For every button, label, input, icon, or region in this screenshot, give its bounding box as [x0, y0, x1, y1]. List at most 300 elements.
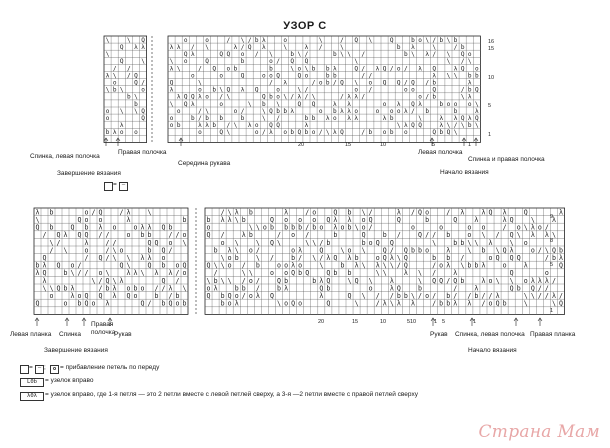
bottom-chart-right-stitch: o: [368, 238, 373, 247]
label-start: Начало вязания: [440, 169, 489, 176]
bottom-chart-right-stitch: /: [220, 208, 225, 217]
bottom-chart-right-stitch: Q: [382, 246, 387, 255]
top-chart-main-stitch: b: [205, 115, 209, 122]
bottom-chart-right-stitch: λ: [474, 284, 479, 293]
bottom-chart-right-stitch: \: [530, 292, 535, 300]
bottom-chart-left-stitch: λ: [168, 269, 173, 278]
bottom-chart-right-stitch: /: [446, 208, 451, 217]
top-chart-main-stitch: λ: [347, 107, 351, 115]
top-chart-main-stitch: λ: [418, 100, 422, 108]
top-chart-main-stitch: λ: [198, 93, 202, 101]
top-chart-left-stitch: Q: [141, 115, 145, 122]
bottom-chart-left-stitch: o: [161, 254, 166, 262]
top-chart-main-stitch: o: [183, 58, 188, 66]
bottom-chart-right-stitch: Q: [396, 284, 401, 293]
bottom-chart-left-stitch: b: [35, 261, 40, 270]
top-chart-main-stitch: /: [389, 65, 394, 73]
bottom-chart-right-stitch: /: [537, 292, 542, 300]
bottom-chart-left-stitch: o: [98, 269, 103, 278]
bottom-chart-right-stitch: \: [248, 223, 253, 232]
bottom-chart-right-stitch: b: [213, 246, 218, 255]
top-chart-main-stitch: λ: [325, 115, 330, 122]
bottom-chart-right-stitch: o: [284, 299, 289, 308]
bottom-col-number: 15: [352, 319, 359, 325]
bottom-chart-left-stitch: o: [112, 223, 117, 232]
bottom-col-number-right: 10: [410, 319, 417, 325]
bottom-chart-right-stitch: λ: [544, 276, 549, 285]
top-chart-main-stitch: /: [361, 93, 366, 101]
bottom-chart-left-stitch: λ: [147, 223, 152, 232]
bottom-chart-right-stitch: \: [530, 216, 535, 224]
top-chart-main-stitch: o: [240, 51, 245, 59]
top-chart-main-stitch: b: [439, 129, 444, 137]
top-chart-main-stitch: λ: [418, 65, 422, 73]
label-left-placket: Левая планка: [10, 331, 52, 338]
top-chart-main-stitch: o: [396, 107, 401, 115]
top-chart-main-stitch: λ: [404, 107, 408, 115]
top-chart-main-stitch: b: [269, 65, 273, 73]
top-chart-main-stitch: /: [361, 129, 366, 137]
top-chart-main-stitch: \: [297, 51, 302, 59]
bottom-chart-left-stitch: /: [105, 246, 110, 255]
bottom-chart-right-stitch: /: [559, 292, 564, 300]
top-chart-left-stitch: o: [141, 86, 145, 94]
top-chart-main-stitch: Q: [354, 65, 358, 73]
bottom-chart-right-stitch: b: [460, 276, 465, 285]
top-chart-main-stitch: b: [269, 93, 273, 101]
bottom-chart-right-stitch: λ: [481, 276, 486, 285]
top-chart-main-stitch: /: [219, 93, 224, 101]
bottom-chart-right-stitch: Q: [488, 208, 493, 217]
top-chart-main-stitch: Q: [418, 122, 422, 130]
top-chart-main-stitch: λ: [382, 115, 387, 122]
bottom-chart-right-stitch: o: [206, 284, 211, 293]
top-chart-main-stitch: o: [382, 129, 387, 137]
top-chart-main-stitch: λ: [262, 36, 266, 44]
bottom-chart-left-stitch: /: [168, 246, 173, 255]
top-chart-main-stitch: b: [219, 115, 224, 122]
bottom-chart-right-stitch: Q: [227, 292, 232, 300]
top-chart-main-stitch: o: [297, 65, 302, 73]
top-chart-main-stitch: o: [318, 79, 323, 87]
bottom-chart-right-stitch: o: [284, 269, 289, 278]
bottom-col-number-right: 5: [442, 319, 446, 325]
bottom-chart-left-stitch: λ: [133, 269, 138, 278]
bottom-chart-right-stitch: Q: [403, 261, 408, 270]
top-chart-left-stitch: λ: [105, 72, 110, 80]
legend-equal: =: [29, 364, 33, 371]
bottom-chart-right-stitch: o: [516, 223, 521, 232]
bottom-chart-right-stitch: λ: [389, 276, 394, 285]
bottom-chart-right-stitch: b: [410, 246, 415, 255]
top-chart-main-stitch: Q: [411, 100, 415, 108]
bottom-chart-right-stitch: b: [474, 292, 479, 300]
top-col-number: 15: [345, 142, 352, 148]
bottom-row-number: 8: [550, 238, 554, 244]
top-chart-main-stitch: o: [269, 72, 273, 80]
top-chart-main-stitch: Q: [254, 86, 259, 94]
bottom-chart-right-stitch: \: [277, 238, 282, 247]
bottom-chart-right-stitch: o: [262, 223, 267, 232]
bottom-chart-right-stitch: λ: [326, 254, 331, 262]
top-chart-main-stitch: Q: [262, 93, 266, 101]
bottom-chart-right-stitch: Q: [502, 246, 507, 255]
bottom-chart-left-stitch: Q: [77, 216, 82, 224]
bottom-chart-right-stitch: λ: [523, 261, 528, 270]
top-chart-main-stitch: \: [446, 122, 451, 130]
top-chart-left-stitch: o: [112, 79, 117, 87]
top-chart-left-stitch: b: [105, 129, 110, 137]
top-chart-main-stitch: λ: [304, 122, 309, 130]
bottom-chart-right-stitch: o: [361, 216, 366, 224]
bottom-chart-right-stitch: λ: [530, 223, 535, 232]
bottom-chart-left-stitch: \: [182, 284, 187, 293]
bottom-chart-left-stitch: /: [56, 238, 61, 247]
bottom-col-number: 10: [380, 319, 387, 325]
bottom-chart-right-stitch: /: [220, 231, 225, 240]
top-chart-main-stitch: b: [290, 129, 295, 137]
top-chart-main-stitch: \: [226, 129, 231, 137]
bottom-chart-left-stitch: λ: [84, 238, 89, 247]
bottom-chart-right-stitch: \: [361, 261, 366, 270]
top-chart-main-stitch: Q: [219, 129, 224, 137]
bottom-chart-right-stitch: o: [488, 276, 493, 285]
bottom-chart-left-stitch: o: [84, 216, 89, 224]
top-chart-main-stitch: /: [460, 86, 465, 94]
pattern-title: УЗОР С: [283, 20, 327, 32]
bottom-chart-right-stitch: Q: [206, 261, 211, 270]
bottom-chart-left-stitch: \: [91, 276, 96, 285]
bottom-chart-right-stitch: b: [213, 276, 218, 285]
bottom-chart-right-stitch: b: [255, 261, 260, 270]
bottom-chart-right-stitch: λ: [446, 261, 451, 270]
bottom-chart-right-stitch: b: [418, 284, 423, 293]
bottom-chart-left-stitch: b: [147, 246, 152, 255]
bottom-chart-right-stitch: o: [220, 238, 225, 247]
top-chart-main-stitch: o: [354, 107, 358, 115]
legend-box-minus: –: [35, 365, 44, 374]
top-chart-main-stitch: Q: [226, 86, 231, 94]
bottom-chart-right-stitch: Q: [403, 246, 408, 255]
top-chart-main-stitch: Q: [297, 72, 302, 80]
bottom-chart-right-stitch: o: [467, 231, 472, 240]
top-chart-main-stitch: λ: [432, 72, 437, 80]
symbol-box-blank: [104, 182, 113, 191]
top-chart-main-stitch: o: [219, 72, 224, 80]
top-chart-main-stitch: λ: [347, 115, 351, 122]
top-chart-main-stitch: o: [467, 100, 472, 108]
top-chart-main-stitch: /: [311, 79, 316, 87]
bottom-chart-right-stitch: /: [269, 254, 274, 262]
top-col-number: 10: [380, 142, 387, 148]
top-chart-main-stitch: b: [254, 36, 259, 44]
bottom-chart-left-stitch: Q: [147, 238, 152, 247]
bottom-chart-right-stitch: b: [439, 299, 444, 308]
bottom-chart-right-stitch: \: [248, 269, 253, 278]
bottom-chart-right-stitch: o: [410, 223, 415, 232]
bottom-chart-right-stitch: b: [234, 254, 239, 262]
bottom-chart-left-stitch: o: [77, 292, 82, 300]
bottom-chart-right-stitch: o: [375, 254, 380, 262]
top-chart-left-stitch: \: [119, 86, 124, 94]
bottom-chart-right-stitch: o: [227, 299, 232, 308]
top-chart-main-stitch: \: [318, 36, 323, 44]
bottom-chart-left-stitch: \: [112, 276, 117, 285]
top-chart-main-stitch: Q: [183, 51, 188, 59]
bottom-chart-left-stitch: λ: [154, 269, 159, 278]
top-chart-main-stitch: \: [453, 129, 458, 137]
bottom-chart-right-stitch: b: [382, 231, 387, 240]
legend-comma: ;: [44, 364, 46, 371]
bottom-chart-right-stitch: λ: [291, 261, 296, 270]
bottom-chart-left-stitch: /: [91, 208, 96, 217]
bottom-chart-left-stitch: λ: [112, 292, 117, 300]
bottom-chart-right-stitch: /: [502, 223, 507, 232]
bottom-chart-right-stitch: λ: [220, 216, 225, 224]
bottom-chart-right-stitch: \: [319, 261, 324, 270]
top-chart-main-stitch: o: [418, 36, 422, 44]
bottom-chart-left-stitch: /: [175, 269, 180, 278]
bottom-chart-right-stitch: /: [255, 276, 260, 285]
label-back: Спинка: [59, 331, 82, 338]
bottom-chart-right-stitch: /: [277, 231, 282, 240]
top-chart-main-stitch: /: [404, 65, 408, 73]
bottom-chart-right-stitch: /: [319, 238, 324, 247]
top-chart-main-stitch: b: [453, 107, 458, 115]
top-chart-main-stitch: \: [467, 58, 472, 66]
top-chart-main-stitch: o: [475, 65, 479, 73]
top-chart-main-stitch: o: [262, 72, 266, 80]
top-chart-main-stitch: o: [176, 107, 181, 115]
bottom-chart-right-stitch: o: [488, 299, 493, 308]
bottom-chart-right-stitch: λ: [467, 299, 472, 308]
bottom-chart-left-stitch: b: [63, 269, 68, 278]
bottom-chart-right-stitch: o: [234, 292, 239, 300]
bottom-chart-right-stitch: λ: [354, 261, 359, 270]
top-chart-main-stitch: \: [169, 58, 174, 66]
top-chart-main-stitch: /: [340, 93, 344, 101]
bottom-chart-right-stitch: b: [333, 231, 338, 240]
top-chart-main-stitch: Q: [411, 122, 415, 130]
top-chart-main-stitch: o: [191, 72, 195, 80]
top-chart-main-stitch: \: [446, 36, 451, 44]
bottom-chart-left-stitch: /: [84, 254, 89, 262]
top-chart-main-stitch: o: [404, 86, 408, 94]
bottom-chart-right-stitch: o: [481, 223, 486, 232]
top-chart-main-stitch: /: [425, 93, 429, 101]
bottom-chart-left-stitch: o: [133, 292, 138, 300]
top-chart-main-stitch: /: [453, 44, 458, 51]
bottom-chart-right-stitch: λ: [347, 216, 352, 224]
label-sleeve: Рукав: [114, 331, 132, 338]
bottom-chart-right-stitch: \: [432, 238, 437, 247]
top-chart-left-stitch: Q: [134, 72, 138, 80]
bottom-chart-left-stitch: b: [49, 223, 54, 232]
bottom-chart-right-stitch: \: [347, 276, 352, 285]
top-chart-main-stitch: /: [361, 65, 366, 73]
top-chart-main-stitch: λ: [205, 122, 209, 130]
top-chart-main-stitch: b: [304, 129, 309, 137]
bottom-chart-left-stitch: /: [98, 231, 103, 240]
bottom-chart-right-stitch: λ: [509, 246, 514, 255]
top-chart-main-stitch: \: [340, 51, 344, 59]
bottom-chart-right-stitch: Q: [453, 216, 458, 224]
top-chart-main-stitch: λ: [453, 115, 458, 122]
top-chart-left-stitch: /: [127, 65, 131, 73]
top-chart-main-stitch: o: [418, 93, 422, 101]
top-chart-main-stitch: /: [368, 86, 373, 94]
bottom-chart-left-stitch: \: [112, 254, 117, 262]
top-chart-main-stitch: o: [283, 129, 287, 137]
top-chart-main-stitch: b: [404, 51, 408, 59]
bottom-chart-right-stitch: /: [425, 231, 430, 240]
bottom-chart-right-stitch: λ: [544, 231, 549, 240]
bottom-chart-right-stitch: o: [248, 246, 253, 255]
label-right-front-bottom: Правая полочка: [91, 321, 116, 336]
bottom-chart-right-stitch: Q: [389, 238, 394, 247]
top-chart-main-stitch: \: [354, 58, 358, 66]
bottom-chart-right-stitch: /: [432, 292, 437, 300]
top-chart-main-stitch: \: [347, 51, 351, 59]
bottom-chart-right-stitch: λ: [319, 276, 324, 285]
top-chart-main-stitch: o: [304, 72, 309, 80]
symbol-box-minus: –: [119, 182, 128, 191]
bottom-chart-left-stitch: o: [126, 231, 131, 240]
bottom-chart-right-stitch: λ: [410, 299, 415, 308]
bottom-chart-left-stitch: o: [119, 246, 124, 255]
top-chart-main-stitch: \: [460, 122, 465, 130]
top-chart-main-stitch: o: [389, 107, 394, 115]
bottom-chart-right-stitch: λ: [213, 284, 218, 293]
label-finish-bottom: Завершение вязания: [44, 347, 108, 354]
top-chart-main-stitch: Q: [304, 58, 309, 66]
bottom-chart-right-stitch: /: [255, 284, 260, 293]
symbol-equal: =: [113, 181, 117, 188]
bottom-chart-right-stitch: λ: [319, 292, 324, 300]
bottom-chart-right-stitch: /: [368, 208, 373, 217]
bottom-chart-left-stitch: o: [182, 269, 187, 278]
bottom-chart-right-stitch: λ: [375, 261, 380, 270]
bottom-chart-right-stitch: Q: [326, 299, 331, 308]
bottom-chart-right-stitch: b: [432, 254, 437, 262]
bottom-chart-left-stitch: \: [105, 269, 110, 278]
bottom-row-number: 5: [550, 262, 554, 268]
bottom-chart-right-stitch: /: [241, 276, 246, 285]
bottom-chart-right-stitch: λ: [551, 216, 556, 224]
bottom-chart-right-stitch: /: [241, 292, 246, 300]
bottom-chart-right-stitch: /: [305, 231, 310, 240]
top-chart-main-stitch: \: [176, 65, 181, 73]
top-chart-main-stitch: b: [283, 107, 287, 115]
bottom-chart-right-stitch: \: [467, 246, 472, 255]
bottom-chart-right-stitch: /: [298, 254, 303, 262]
bottom-chart-left-stitch: o: [49, 292, 54, 300]
top-chart-main-stitch: o: [254, 129, 259, 137]
bottom-chart-right-stitch: \: [227, 208, 232, 217]
top-chart-main-stitch: /: [432, 51, 437, 59]
bottom-chart-right-stitch: /: [213, 269, 218, 278]
top-chart-left-stitch: \: [134, 93, 138, 101]
top-chart-main-stitch: /: [432, 36, 437, 44]
bottom-chart-right-stitch: Q: [326, 269, 331, 278]
bottom-chart-right-stitch: λ: [495, 292, 500, 300]
bottom-chart-right-stitch: \: [312, 254, 317, 262]
bottom-chart-left-stitch: /: [112, 238, 117, 247]
bottom-chart-right-stitch: o: [425, 246, 430, 255]
bottom-chart-right-stitch: /: [488, 292, 493, 300]
bottom-chart-right-stitch: /: [389, 246, 394, 255]
bottom-chart-right-stitch: \: [220, 276, 225, 285]
bottom-chart-right-stitch: b: [502, 299, 507, 308]
bottom-chart-left-stitch: λ: [70, 292, 75, 300]
bottom-chart-right-stitch: Q: [396, 216, 401, 224]
bottom-chart-left-stitch: Q: [98, 292, 103, 300]
top-row-number: 10: [488, 75, 495, 81]
top-chart-main-stitch: \: [446, 58, 451, 66]
bottom-chart-right-stitch: \: [396, 254, 401, 262]
bottom-chart-left-stitch: Q: [84, 299, 89, 308]
bottom-chart-right-stitch: o: [269, 269, 274, 278]
top-chart-main-stitch: Q: [389, 36, 394, 44]
top-chart-main-stitch: λ: [262, 44, 266, 51]
bottom-chart-right-stitch: \: [481, 231, 486, 240]
legend-box-knot-right: L0b: [20, 378, 44, 387]
top-chart-main-stitch: λ: [191, 51, 195, 59]
top-chart-main-stitch: \: [311, 93, 316, 101]
top-chart-left-stitch: b: [127, 93, 131, 101]
bottom-chart-right-stitch: /: [460, 254, 465, 262]
bottom-chart-right-stitch: b: [347, 269, 352, 278]
bottom-chart-right-stitch: Q: [375, 238, 380, 247]
top-chart-main-stitch: /: [198, 115, 202, 122]
bottom-chart-left-stitch: o: [182, 231, 187, 240]
bottom-chart-right-stitch: λ: [255, 292, 260, 300]
top-chart-left-stitch: λ: [134, 44, 138, 51]
bottom-chart-right-stitch: b: [474, 261, 479, 270]
top-chart-main-stitch: o: [183, 36, 188, 44]
bottom-chart-left-stitch: Q: [42, 269, 47, 278]
bottom-chart-right-stitch: /: [544, 292, 549, 300]
bottom-chart-right-stitch: o: [312, 208, 317, 217]
bottom-chart-right-stitch: \: [255, 238, 260, 247]
bottom-col-number-right: 1: [473, 319, 477, 325]
top-chart-main-stitch: o: [333, 115, 337, 122]
legend-box-blank: [20, 365, 29, 374]
bottom-chart-left-stitch: b: [182, 216, 187, 224]
bottom-chart-right-stitch: \: [234, 216, 239, 224]
bottom-chart-right-stitch: o: [488, 254, 493, 262]
bottom-chart-right-stitch: Q: [516, 254, 521, 262]
top-chart-main-stitch: \: [460, 93, 465, 101]
top-chart-main-stitch: b: [325, 79, 330, 87]
bottom-chart-left-stitch: b: [161, 299, 166, 308]
bottom-chart-left-stitch: /: [119, 208, 124, 217]
bottom-chart-left-stitch: /: [98, 284, 103, 293]
label-right-front: Правая полочка: [118, 149, 167, 156]
bottom-chart-right-stitch: Q: [509, 284, 514, 293]
bottom-chart-left-stitch: λ: [35, 208, 40, 217]
top-chart-left-stitch: Q: [141, 107, 145, 115]
bottom-col-number: 5: [407, 319, 411, 325]
bottom-chart-right-stitch: λ: [389, 284, 394, 293]
label-sleeve-middle: Середина рукава: [178, 160, 231, 167]
top-chart-main-stitch: \: [283, 44, 287, 51]
bottom-chart-left-stitch: λ: [119, 276, 124, 285]
top-chart-main-stitch: /: [404, 79, 408, 87]
bottom-chart-right-stitch: /: [446, 276, 451, 285]
bottom-chart-right-stitch: \: [234, 246, 239, 255]
bottom-chart-left-stitch: λ: [126, 216, 131, 224]
